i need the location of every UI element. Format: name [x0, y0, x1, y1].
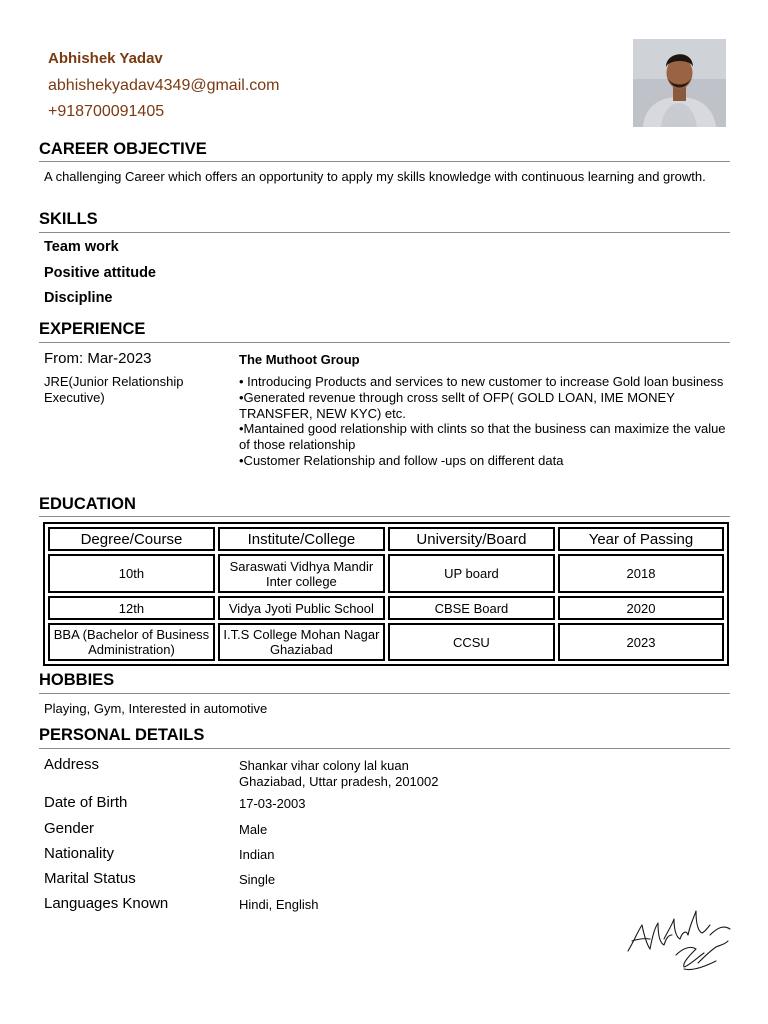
address-value: [239, 758, 438, 789]
experience-heading: EXPERIENCE: [39, 320, 146, 338]
table-row: [48, 623, 724, 661]
experience-point: •Generated revenue through cross sellt of OFP( GOLD LOAN, IME MONEY TRANSFER, NEW KYC) etc.: [239, 389, 675, 421]
gender-value: Male: [239, 822, 268, 837]
profile-photo-image: [633, 39, 726, 127]
skills-heading: SKILLS: [39, 210, 98, 228]
section-divider: [39, 342, 730, 343]
table-cell: 2018: [558, 554, 724, 593]
table-header-row: [48, 527, 724, 551]
experience-from-date: From: Mar-2023: [44, 350, 152, 367]
table-cell: 2023: [558, 623, 724, 661]
resume-header: [48, 50, 279, 125]
marital-status-label: Marital Status: [44, 870, 136, 887]
table-cell: 2020: [558, 596, 724, 620]
languages-label: Languages Known: [44, 895, 169, 912]
table-header-cell: Degree/Course: [48, 527, 215, 551]
experience-company: The Muthoot Group: [239, 352, 360, 367]
address-line: Shankar vihar colony lal kuan: [239, 758, 409, 773]
skill-item: Team work: [44, 239, 119, 255]
experience-role: JRE(Junior Relationship Executive): [44, 374, 184, 405]
table-cell: 10th: [48, 554, 215, 593]
table-row: [48, 554, 724, 593]
experience-point: •Mantained good relationship with clints so that the business can maximize the value of those relationship: [239, 421, 726, 453]
candidate-name: Abhishek Yadav: [48, 50, 163, 67]
candidate-email: abhishekyadav4349@gmail.com: [48, 77, 280, 94]
table-header-cell: Institute/College: [218, 527, 385, 551]
address-line: Ghaziabad, Uttar pradesh, 201002: [239, 773, 439, 789]
experience-point: •Customer Relationship and follow -ups on different data: [239, 452, 564, 468]
candidate-phone: +918700091405: [48, 103, 165, 120]
nationality-label: Nationality: [44, 845, 115, 862]
hobbies-heading: HOBBIES: [39, 671, 115, 689]
address-label: Address: [44, 756, 100, 773]
table-cell: CCSU: [388, 623, 555, 661]
skill-item: Discipline: [44, 290, 113, 306]
section-divider: [39, 232, 730, 233]
table-cell: I.T.S College Mohan Nagar Ghaziabad: [218, 623, 385, 661]
section-divider: [39, 516, 730, 517]
dob-value: 17-03-2003: [239, 796, 306, 811]
skill-item: Positive attitude: [44, 265, 156, 281]
career-objective-text: A challenging Career which offers an opportunity to apply my skills knowledge with continuous learning and growth.: [44, 169, 706, 184]
table-cell: 12th: [48, 596, 215, 620]
career-objective-heading: CAREER OBJECTIVE: [39, 140, 207, 158]
hobbies-text: Playing, Gym, Interested in automotive: [44, 701, 268, 716]
table-cell: Vidya Jyoti Public School: [218, 596, 385, 620]
education-table: [43, 522, 729, 666]
personal-details-heading: PERSONAL DETAILS: [39, 726, 205, 744]
experience-point: • Introducing Products and services to new customer to increase Gold loan business: [239, 374, 724, 389]
table-cell: CBSE Board: [388, 596, 555, 620]
table-cell: Saraswati Vidhya Mandir Inter college: [218, 554, 385, 593]
table-row: [48, 596, 724, 620]
section-divider: [39, 748, 730, 749]
table-cell: UP board: [388, 554, 555, 593]
education-heading: EDUCATION: [39, 495, 136, 513]
experience-points: [239, 374, 729, 469]
table-header-cell: University/Board: [388, 527, 555, 551]
gender-label: Gender: [44, 820, 95, 837]
profile-photo: [633, 39, 726, 127]
nationality-value: Indian: [239, 847, 275, 862]
table-cell: BBA (Bachelor of Business Administration): [48, 623, 215, 661]
section-divider: [39, 693, 730, 694]
languages-value: Hindi, English: [239, 897, 319, 912]
dob-label: Date of Birth: [44, 794, 128, 811]
section-divider: [39, 161, 730, 162]
marital-status-value: Single: [239, 872, 276, 887]
table-header-cell: Year of Passing: [558, 527, 724, 551]
handwritten-signature: [624, 905, 734, 977]
